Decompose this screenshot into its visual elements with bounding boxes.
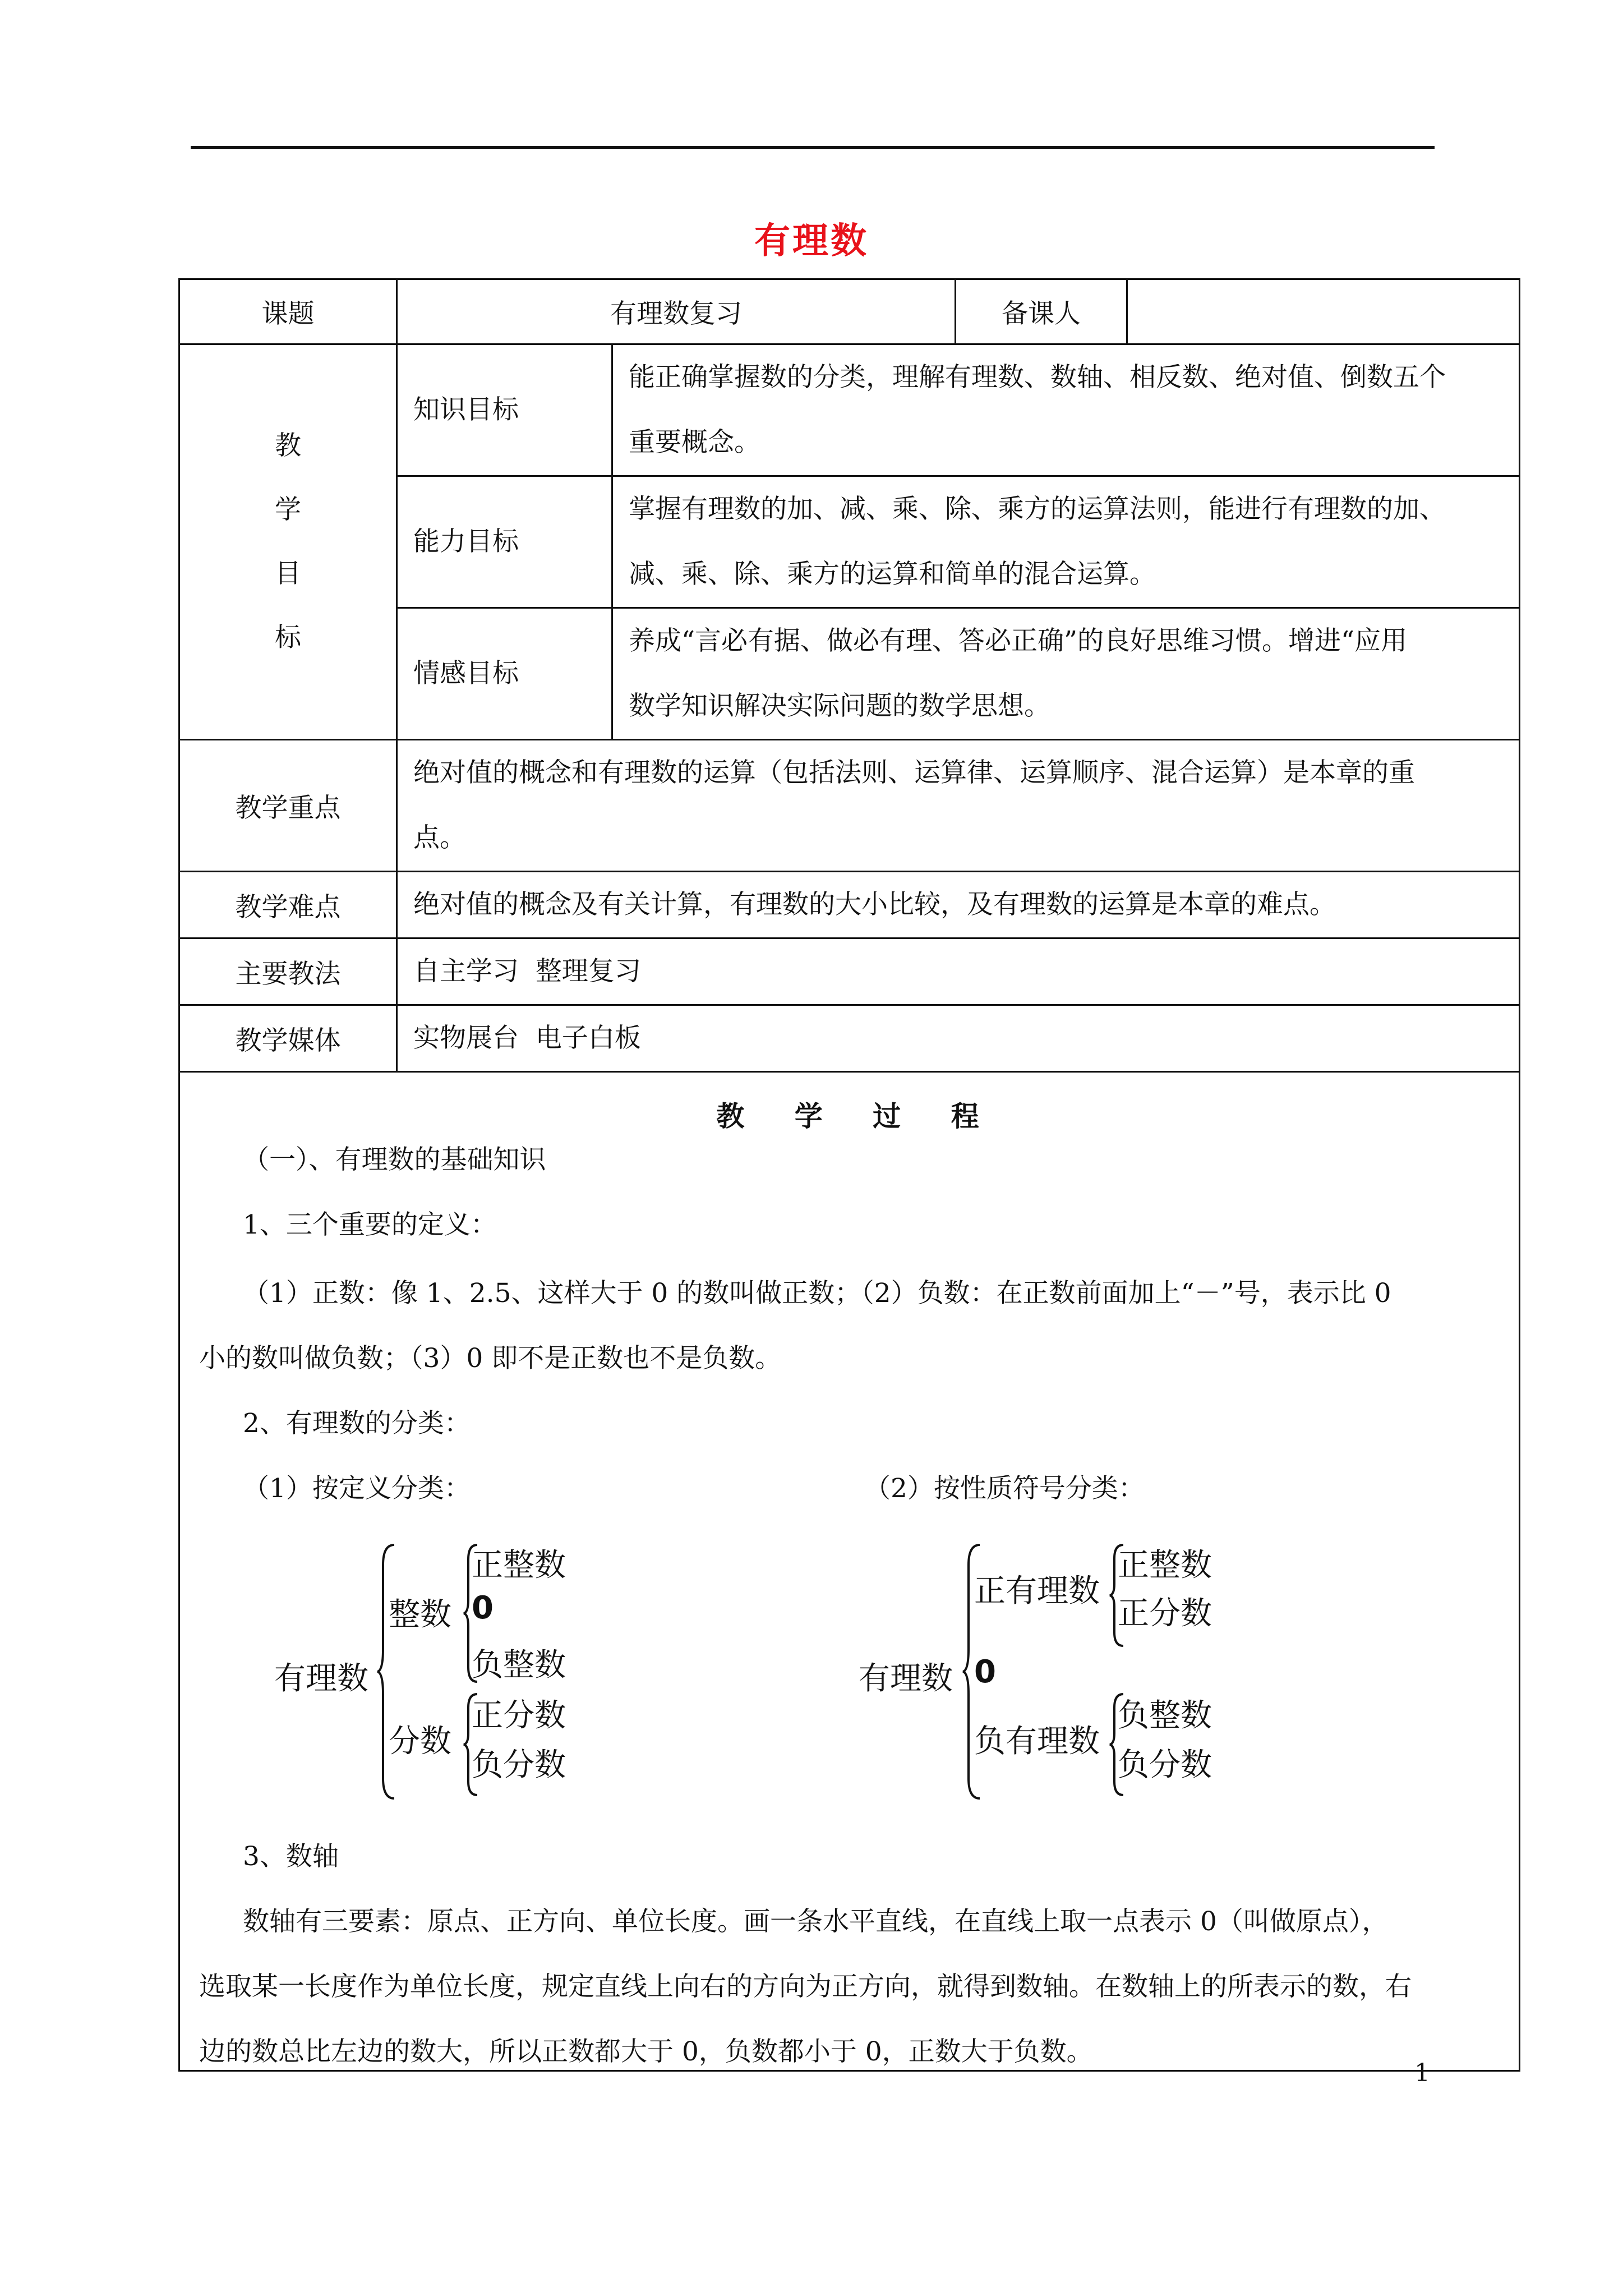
classification-by-definition: （1）按定义分类： xyxy=(243,1473,471,1504)
teaching-process xyxy=(179,1072,1520,2071)
emotion-goal-text xyxy=(612,608,1520,740)
tree-leaf: 正分数 xyxy=(1118,1595,1212,1632)
section-heading: （一）、有理数的基础知识 xyxy=(243,1144,546,1175)
tree-leaf: 负分数 xyxy=(472,1747,566,1783)
ability-goal-line: 减、乘、除、乘方的运算和简单的混合运算。 xyxy=(629,559,1156,590)
number-axis-line: 选取某一长度作为单位长度，规定直线上向右的方向为正方向，就得到数轴。在数轴上的所表示的数，右 xyxy=(199,1971,1412,2002)
goals-label xyxy=(179,344,397,740)
lesson-plan-table xyxy=(178,278,1520,2072)
emotion-goal-line: 养成“言必有据、做必有理、答必正确”的良好思维习惯。增进“应用 xyxy=(629,625,1408,656)
key-points-line: 绝对值的概念和有理数的运算（包括法则、运算律、运算顺序、混合运算）是本章的重 xyxy=(413,757,1415,788)
key-points-label: 教学重点 xyxy=(179,740,397,872)
key-points-line: 点。 xyxy=(413,822,466,853)
ability-goal-label: 能力目标 xyxy=(397,476,612,608)
page-title: 有理数 xyxy=(754,220,869,262)
preparer-label: 备课人 xyxy=(956,279,1127,344)
number-axis-line: 边的数总比左边的数大，所以正数都大于 0，负数都小于 0，正数大于负数。 xyxy=(199,2036,1093,2067)
tree-node-positive: 正有理数 xyxy=(974,1573,1100,1609)
tree-root: 有理数 xyxy=(859,1660,953,1697)
key-points-text xyxy=(397,740,1520,872)
tree-leaf: 正分数 xyxy=(472,1697,566,1734)
tree-leaf: 0 xyxy=(472,1590,494,1626)
tree-node-fraction: 分数 xyxy=(389,1723,451,1760)
media-label: 教学媒体 xyxy=(179,1005,397,1072)
knowledge-goal-line: 能正确掌握数的分类，理解有理数、数轴、相反数、绝对值、倒数五个 xyxy=(629,362,1446,393)
page-number: 1 xyxy=(1414,2059,1430,2087)
header-rule xyxy=(191,146,1435,149)
definition-line: 小的数叫做负数；（3）0 即不是正数也不是负数。 xyxy=(199,1343,782,1374)
preparer-value xyxy=(1127,279,1520,344)
tree-node-integer: 整数 xyxy=(389,1596,451,1633)
tree-root: 有理数 xyxy=(274,1660,368,1697)
difficulties-label: 教学难点 xyxy=(179,872,397,938)
methods-label: 主要教法 xyxy=(179,938,397,1005)
tree-leaf: 0 xyxy=(974,1654,996,1690)
item-heading: 2、有理数的分类： xyxy=(243,1408,471,1439)
topic-label: 课题 xyxy=(179,279,397,344)
goals-label-char: 目 xyxy=(275,558,301,589)
process-title: 教 学 过 程 xyxy=(716,1099,983,1133)
knowledge-goal-label: 知识目标 xyxy=(397,344,612,476)
tree-leaf: 负整数 xyxy=(472,1647,566,1683)
tree-leaf: 负整数 xyxy=(1118,1697,1212,1734)
media-text: 实物展台 电子白板 xyxy=(397,1005,1520,1072)
methods-text: 自主学习 整理复习 xyxy=(397,938,1520,1005)
ability-goal-text xyxy=(612,476,1520,608)
knowledge-goal-text xyxy=(612,344,1520,476)
definition-line: （1）正数：像 1、2.5、这样大于 0 的数叫做正数；（2）负数：在正数前面加上“－”号，表示比 0 xyxy=(243,1278,1391,1309)
tree-leaf: 正整数 xyxy=(1118,1547,1212,1584)
topic-value: 有理数复习 xyxy=(397,279,956,344)
item-heading: 1、三个重要的定义： xyxy=(243,1209,497,1240)
item-heading: 3、数轴 xyxy=(243,1841,339,1872)
classification-by-sign: （2）按性质符号分类： xyxy=(864,1473,1145,1504)
goals-label-char: 标 xyxy=(275,622,301,653)
left-brace-icon xyxy=(375,1543,398,1801)
ability-goal-line: 掌握有理数的加、减、乘、除、乘方的运算法则，能进行有理数的加、 xyxy=(629,494,1446,524)
goals-label-char: 教 xyxy=(275,430,301,461)
tree-node-negative: 负有理数 xyxy=(974,1723,1100,1760)
emotion-goal-line: 数学知识解决实际问题的数学思想。 xyxy=(629,691,1050,721)
knowledge-goal-line: 重要概念。 xyxy=(629,427,760,458)
tree-leaf: 正整数 xyxy=(472,1547,566,1584)
tree-leaf: 负分数 xyxy=(1118,1747,1212,1783)
emotion-goal-label: 情感目标 xyxy=(397,608,612,740)
number-axis-line: 数轴有三要素：原点、正方向、单位长度。画一条水平直线，在直线上取一点表示 0（叫做原点）， xyxy=(243,1906,1389,1937)
goals-label-char: 学 xyxy=(275,494,301,525)
difficulties-text: 绝对值的概念及有关计算，有理数的大小比较，及有理数的运算是本章的难点。 xyxy=(397,872,1520,938)
